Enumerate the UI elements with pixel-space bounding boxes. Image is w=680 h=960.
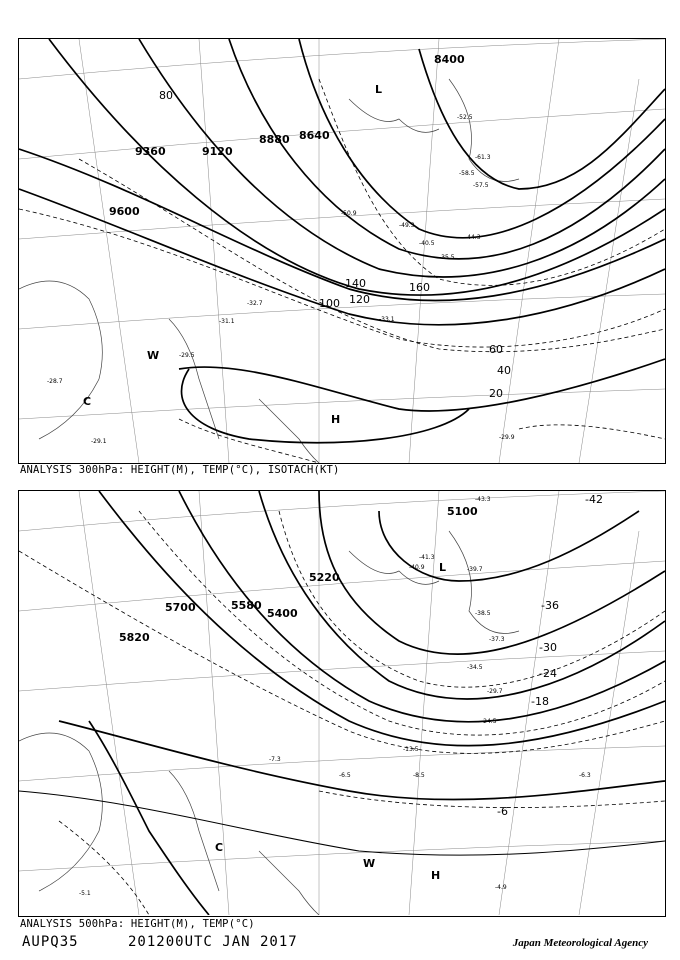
station-temp: -6.3 <box>579 772 591 779</box>
station-temp: -29.9 <box>499 434 515 441</box>
isotach-label: 60 <box>489 343 503 356</box>
map-panel-500hpa <box>18 490 666 917</box>
station-temp: -37.3 <box>489 636 505 643</box>
height-label: 5400 <box>267 607 298 620</box>
height-label: 8880 <box>259 133 290 146</box>
isotherms <box>19 511 665 915</box>
isotherm-label: -24 <box>539 667 557 680</box>
caption-300hpa: ANALYSIS 300hPa: HEIGHT(M), TEMP(°C), ISOTACH(KT) <box>20 464 340 476</box>
height-labels <box>119 505 478 644</box>
station-temp: -35.5 <box>439 254 455 261</box>
station-temp: -7.3 <box>269 756 281 763</box>
warm-symbol: W <box>147 349 160 362</box>
isotach-label: 80 <box>159 89 173 102</box>
station-temp: -34.5 <box>467 664 483 671</box>
graticule <box>19 491 665 915</box>
height-label: 5820 <box>119 631 150 644</box>
high-pressure-symbol: H <box>331 413 341 426</box>
caption-500hpa: ANALYSIS 500hPa: HEIGHT(M), TEMP(°C) <box>20 918 255 930</box>
cold-symbol: C <box>83 395 92 408</box>
station-temp: -40.9 <box>409 564 425 571</box>
station-temp: -8.5 <box>413 772 425 779</box>
height-label: 9360 <box>135 145 166 158</box>
height-contours <box>19 39 665 443</box>
chart-500hpa <box>19 491 665 915</box>
height-contours <box>19 491 665 915</box>
coastline <box>19 531 519 915</box>
station-temp: -29.7 <box>487 688 503 695</box>
isotach-labels <box>159 89 511 400</box>
station-temp: -33.1 <box>379 316 395 323</box>
station-temp: -50.9 <box>341 210 357 217</box>
isotherm-label: -6 <box>497 805 508 818</box>
station-temp: -29.1 <box>91 438 107 445</box>
low-pressure-symbol: L <box>439 561 447 574</box>
height-label: 5100 <box>447 505 478 518</box>
height-label: 5700 <box>165 601 196 614</box>
agency-name: Japan Meteorological Agency <box>512 937 648 949</box>
station-temp: -4.9 <box>495 884 507 891</box>
valid-time: 201200UTC JAN 2017 <box>128 934 298 950</box>
station-temp: -29.5 <box>179 352 195 359</box>
station-temp: -41.3 <box>419 554 435 561</box>
station-temp: -39.7 <box>467 566 483 573</box>
station-temp: -61.3 <box>475 154 491 161</box>
station-temp: -6.5 <box>339 772 351 779</box>
isotherm-label: -30 <box>539 641 557 654</box>
isotherm-label: -42 <box>585 493 603 506</box>
height-label: 5220 <box>309 571 340 584</box>
isotach-label: 140 <box>345 277 366 290</box>
station-temp: -28.7 <box>47 378 63 385</box>
station-temp: -40.5 <box>419 240 435 247</box>
station-temp: -31.1 <box>219 318 235 325</box>
station-temp: -43.3 <box>475 496 491 503</box>
product-code: AUPQ35 <box>22 934 79 950</box>
height-labels <box>109 53 465 218</box>
chart-300hpa <box>19 39 665 463</box>
station-temps <box>79 496 591 897</box>
map-panel-300hpa <box>18 38 666 464</box>
isotach-label: 20 <box>489 387 503 400</box>
station-temp: -44.3 <box>465 234 481 241</box>
warm-symbol: W <box>363 857 376 870</box>
station-temps <box>47 114 515 445</box>
isotherm-label: -36 <box>541 599 559 612</box>
height-label: 8640 <box>299 129 330 142</box>
height-label: 9600 <box>109 205 140 218</box>
height-label: 9120 <box>202 145 233 158</box>
isotach-label: 40 <box>497 364 511 377</box>
high-pressure-symbol: H <box>431 869 441 882</box>
low-pressure-symbol: L <box>375 83 383 96</box>
isotachs <box>19 79 665 463</box>
station-temp: -52.5 <box>457 114 473 121</box>
isotach-label: 100 <box>319 297 340 310</box>
height-label: 5580 <box>231 599 262 612</box>
height-label: 8400 <box>434 53 465 66</box>
station-temp: -24.5 <box>481 718 497 725</box>
station-temp: -58.5 <box>459 170 475 177</box>
station-temp: -5.1 <box>79 890 91 897</box>
isotherm-label: -18 <box>531 695 549 708</box>
cold-symbol: C <box>215 841 224 854</box>
station-temp: -38.5 <box>475 610 491 617</box>
isotach-label: 160 <box>409 281 430 294</box>
station-temp: -13.5 <box>403 746 419 753</box>
station-temp: -57.5 <box>473 182 489 189</box>
isotach-label: 120 <box>349 293 370 306</box>
station-temp: -32.7 <box>247 300 263 307</box>
pressure-symbols <box>83 83 382 426</box>
station-temp: -49.3 <box>399 222 415 229</box>
